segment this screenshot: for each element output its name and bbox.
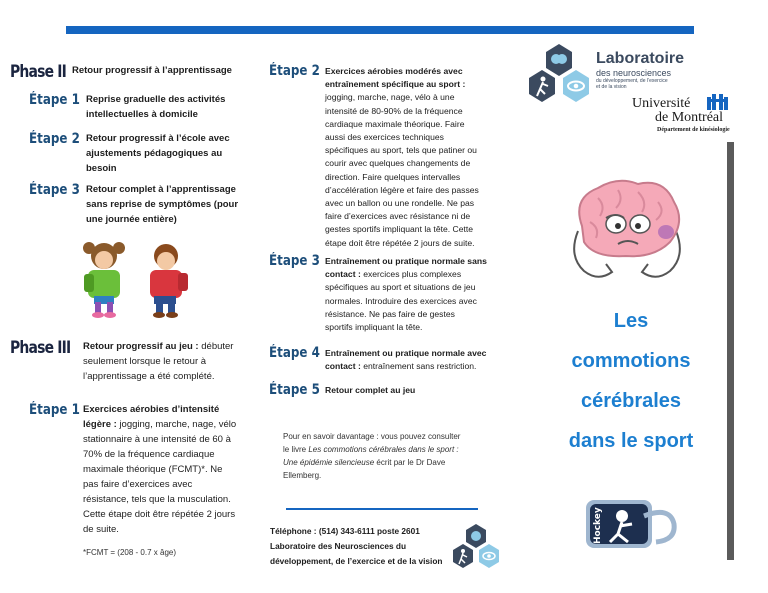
etape2-tag: Étape 2 [269,63,320,79]
lab-sub2: du développement, de l’exercice [596,78,668,84]
brochure-title-line4: dans le sport [568,430,694,452]
udem-line2: de Montréal [655,110,724,125]
phase3-heading: Retour progressif au jeu : débuter seulement lorsque le retour à l’apprentissage a été complété. [83,341,234,382]
fcmt-footnote: *FCMT = (208 - 0.7 x âge) [83,548,176,557]
etape4-tag: Étape 4 [269,345,320,361]
etape3-text: Entraînement ou pratique normale sans contact : exercices plus complexes spécifiques au sport et situations de jeu normales. Introduire des exercices avec résistance. Ne pas faire de gestes sportifs impliquant la tête. [325,256,487,333]
phase3-etape1-text: Exercices aérobies d’intensité légère : jogging, marche, nage, vélo stationnaire à une intensité de 60 à 70% de la fréquence cardiaque maximale théorique (FCMT)*. Ne pas faire d’exercices avec résistance, tels que la musculation. Cette étape doit être répétée 2 jours de suite. [83,404,237,535]
phase2-etape2-tag: Étape 2 [29,131,80,147]
phase2-etape2-text: Retour progressif à l’école avec ajustements pédagogiques au besoin [86,133,230,174]
lab-sub1: des neurosciences [596,68,672,78]
etape2-text: Exercices aérobies modérés avec entraînement spécifique au sport : jogging, marche, nage, vélo à une intensité de 80-90% de la fréquence cardiaque maximale théorique. Faire aussi des exercices techniques spécifiques au sport, tels que patiner ou courir avec quelques changements de direction. Faire quelques intervalles d’accélération légère et faire des passes avec un ballon ou une rondelle. Ne pas faire d’exercices avec résistance ni de gestes sportifs impliquant la tête. Cette étape doit être répétée 2 jours de suite. [325,66,479,248]
top-accent-bar [66,26,694,34]
children-backpack-illustration [74,238,200,318]
etape5-text: Retour complet au jeu [325,385,416,395]
more-info-text: Pour en savoir davantage : vous pouvez consulter le livre Les commotions cérébrales dans le sport : Une épidémie silencieuse écrit par le Dr Dave Ellemberg. [283,432,461,480]
hockey-player-logo [584,496,678,552]
phase2-etape3-text: Retour complet à l’apprentissage sans reprise de symptômes (pour une journée entière) [86,184,239,225]
etape5-tag: Étape 5 [269,382,320,398]
lab-sub3: et de la vision [596,84,627,90]
contact-block: Téléphone : (514) 343-6111 poste 2601 Laboratoire des Neurosciences du développement, de l’exercice et de la vision [270,526,443,566]
etape4-text: Entraînement ou pratique normale avec contact : entraînement sans restriction. [325,348,487,372]
brochure-title-line2: commotions [571,350,691,372]
udem-icon [706,93,730,111]
phase2-heading: Retour progressif à l’apprentissage [72,65,232,76]
lab-logo-small [450,522,502,570]
svg-text:Hockey: Hockey [593,507,603,544]
right-fold-bar [727,142,734,560]
udem-dept: Département de kinésiologie [657,127,730,133]
phase2-tag: Phase II [10,62,66,82]
phase3-etape1-tag: Étape 1 [29,402,80,418]
phase2-etape1-tag: Étape 1 [29,92,80,108]
brochure-title-line1: Les [613,310,649,332]
brochure-title-line3: cérébrales [580,390,682,412]
etape3-tag: Étape 3 [269,253,320,269]
runner-icon [453,544,473,568]
udem-line1: Université [632,96,691,111]
lab-name: Laboratoire [596,50,685,67]
phase2-etape3-tag: Étape 3 [29,182,80,198]
phase2-etape1-text: Reprise graduelle des activités intellectuelles à domicile [86,94,226,120]
injured-brain-cartoon [558,176,696,284]
section-separator [286,508,478,510]
lab-logo [525,42,593,104]
phase3-tag: Phase III [10,338,71,358]
